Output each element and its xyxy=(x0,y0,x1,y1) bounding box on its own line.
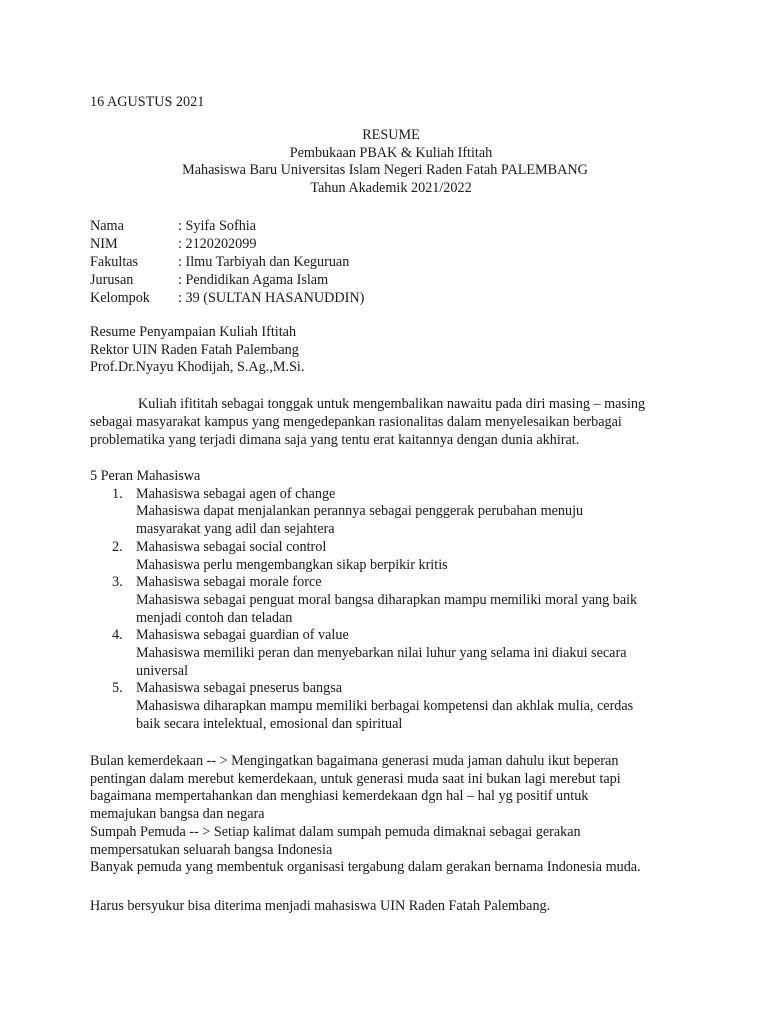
student-info-row xyxy=(90,217,364,235)
role-title: Mahasiswa sebagai pneserus bangsa xyxy=(136,680,343,697)
field-label: Fakultas xyxy=(90,254,139,270)
list-number: 2. xyxy=(112,538,123,555)
field-value: : Pendidikan Agama Islam xyxy=(178,272,329,288)
role-title: Mahasiswa sebagai morale force xyxy=(136,574,322,591)
notes-paragraph xyxy=(90,753,690,877)
list-item xyxy=(90,539,690,574)
intro-line: problematika yang terjadi dimana saja yang tentu erat kaitannya dengan dunia akhirat. xyxy=(90,431,580,448)
list-number: 3. xyxy=(112,574,123,591)
role-title: Mahasiswa sebagai agen of change xyxy=(136,485,336,502)
notes-line: Sumpah Pemuda -- > Setiap kalimat dalam sumpah pemuda dimaknai sebagai gerakan xyxy=(90,823,581,840)
resume-header xyxy=(0,127,768,197)
notes-line: memajukan bangsa dan negara xyxy=(90,806,265,823)
header-title: RESUME xyxy=(362,127,420,143)
roles-section xyxy=(90,468,690,734)
notes-line: pentingan dalam merebut kemerdekaan, untuk generasi muda saat ini bukan lagi merebut tapi xyxy=(90,770,621,787)
list-item xyxy=(90,627,690,680)
closing-statement: Harus bersyukur bisa diterima menjadi mahasiswa UIN Raden Fatah Palembang. xyxy=(90,898,551,914)
field-label: Kelompok xyxy=(90,290,150,306)
student-info-row xyxy=(90,289,364,307)
speaker-line: Rektor UIN Raden Fatah Palembang xyxy=(90,341,299,358)
field-value: : 39 (SULTAN HASANUDDIN) xyxy=(178,290,365,306)
role-description: Mahasiswa diharapkan mampu memiliki berbagai kompetensi dan akhlak mulia, cerdas xyxy=(136,698,634,715)
field-value: : Syifa Sofhia xyxy=(178,218,257,234)
speaker-line: Prof.Dr.Nyayu Khodijah, S.Ag.,M.Si. xyxy=(90,359,305,376)
list-item xyxy=(90,680,690,733)
intro-paragraph xyxy=(90,396,690,449)
role-description: baik secara intelektual, emosional dan spiritual xyxy=(136,715,403,732)
document-date: 16 AGUSTUS 2021 xyxy=(90,94,205,110)
role-description: Mahasiswa perlu mengembangkan sikap berpikir kritis xyxy=(136,556,448,573)
field-value: : Ilmu Tarbiyah dan Keguruan xyxy=(178,254,350,270)
notes-line: bagaimana mempertahankan dan menghiasi kemerdekaan dgn hal – hal yg positif untuk xyxy=(90,788,589,805)
student-info-row xyxy=(90,253,364,271)
roles-title: 5 Peran Mahasiswa xyxy=(90,468,201,484)
student-info-row xyxy=(90,271,364,289)
list-number: 1. xyxy=(112,485,123,502)
notes-line: Banyak pemuda yang membentuk organisasi tergabung dalam gerakan bernama Indonesia muda. xyxy=(90,859,641,876)
role-title: Mahasiswa sebagai guardian of value xyxy=(136,627,349,644)
speaker-line: Resume Penyampaian Kuliah Iftitah xyxy=(90,324,297,340)
field-label: NIM xyxy=(90,236,118,252)
speaker-info xyxy=(90,324,304,377)
roles-list xyxy=(90,486,690,734)
notes-line: Bulan kemerdekaan -- > Mengingatkan bagaimana generasi muda jaman dahulu ikut beperan xyxy=(90,753,619,769)
role-description: masyarakat yang adil dan sejahtera xyxy=(136,521,335,538)
header-academic-year: Tahun Akademik 2021/2022 xyxy=(310,179,472,196)
notes-line: mempersatukan seluarah bangsa Indonesia xyxy=(90,841,333,858)
list-item xyxy=(90,486,690,539)
role-title: Mahasiswa sebagai social control xyxy=(136,538,327,555)
list-number: 4. xyxy=(112,627,123,644)
role-description: universal xyxy=(136,662,189,679)
intro-line: sebagai masyarakat kampus yang mengedepankan rasionalitas dalam menyelesaikan berbagai xyxy=(90,413,622,430)
header-subtitle: Pembukaan PBAK & Kuliah Iftitah xyxy=(289,144,493,161)
field-label: Jurusan xyxy=(90,272,134,288)
role-description: menjadi contoh dan teladan xyxy=(136,609,293,626)
list-item xyxy=(90,574,690,627)
role-description: Mahasiswa sebagai penguat moral bangsa diharapkan mampu memiliki moral yang baik xyxy=(136,591,638,608)
field-label: Nama xyxy=(90,218,124,234)
role-description: Mahasiswa dapat menjalankan perannya sebagai penggerak perubahan menuju xyxy=(136,503,584,520)
student-info-row xyxy=(90,235,364,253)
header-university: Mahasiswa Baru Universitas Islam Negeri Raden Fatah PALEMBANG xyxy=(182,162,588,178)
list-number: 5. xyxy=(112,680,123,697)
intro-line: Kuliah ifititah sebagai tonggak untuk mengembalikan nawaitu pada diri masing – masing xyxy=(138,396,646,412)
field-value: : 2120202099 xyxy=(178,236,257,252)
role-description: Mahasiswa memiliki peran dan menyebarkan nilai luhur yang selama ini diakui secara xyxy=(136,645,627,662)
student-info xyxy=(90,217,364,307)
